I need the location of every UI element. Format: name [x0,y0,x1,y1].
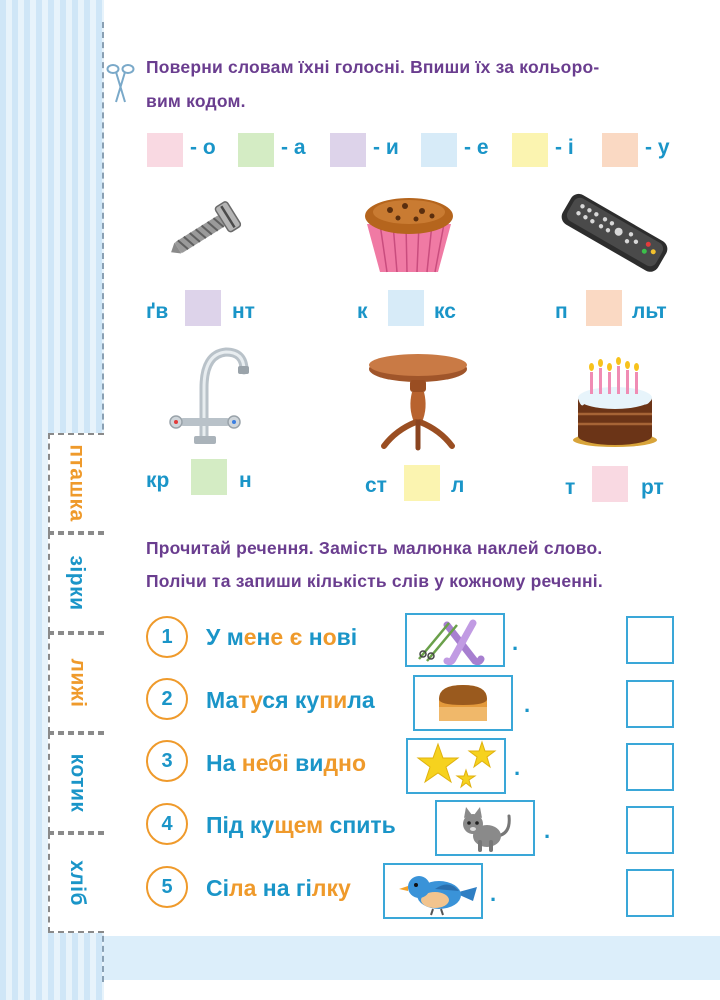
sentence-fragment: ту [238,687,263,713]
remote-control-picture [558,188,672,276]
sentence-fragment: щем [274,812,324,838]
sentence-text [206,687,375,714]
sentence-fragment: о [322,624,337,650]
sentence-fragment: ку [243,812,275,838]
sentence-fragment: н [302,624,323,650]
task2-instruction-line1: Прочитай речення. Замість малюнка наклей слово. [146,538,603,558]
cupcake-picture [362,192,456,274]
sticker-slot[interactable] [406,738,506,794]
word6-prefix: т [565,476,576,499]
sentence-fragment: небі [235,750,289,776]
key-swatch-o [147,133,183,167]
sentence-fragment: є [283,624,303,650]
sentence-number: 5 [146,866,188,908]
task1-instruction-line1: Поверни словам їхні голосні. Впиши їх за кольоро- [146,57,600,77]
bird-picture [385,865,481,917]
key-swatch-i [512,133,548,167]
sentence-fragment: н [256,624,271,650]
sticker-tab-kitten-word[interactable] [48,733,104,833]
word5-vowel-box[interactable] [404,465,440,501]
sentence-fragment: е [270,624,284,650]
sentence-number: 2 [146,678,188,720]
cake-picture [568,352,662,448]
word-count-box[interactable] [626,806,674,854]
key-swatch-u [602,133,638,167]
word4-vowel-box[interactable] [191,459,227,495]
sentence-fragment: пи [319,687,348,713]
skis-picture [407,615,503,665]
sentence-fragment: На [206,750,236,776]
table-picture [366,352,470,452]
word-count-box[interactable] [626,743,674,791]
sentence-fragment: Ма [206,687,239,713]
kitten-picture [437,802,533,854]
word4-suffix: н [239,469,252,492]
word1-prefix: ґв [146,300,169,323]
sentence-fragment: У [206,624,221,650]
word3-prefix: п [555,300,568,323]
sticker-word: котик [66,753,89,813]
sticker-word: зірки [66,555,89,611]
word5-suffix: л [451,474,465,497]
stars-picture [408,740,504,792]
water-tap-picture [164,340,250,446]
sentence-text [206,812,396,839]
sentence-fragment: ла [229,875,257,901]
key-label-u: - у [645,136,670,159]
word6-suffix: рт [641,476,664,499]
word5-prefix: ст [365,474,387,497]
word3-vowel-box[interactable] [586,290,622,326]
key-label-e: - е [464,136,489,159]
word3-suffix: льт [632,300,667,323]
key-swatch-a [238,133,274,167]
word-count-box[interactable] [626,616,674,664]
bread-picture [415,677,511,729]
sentence-fragment: дно [323,750,366,776]
sticker-word: пташка [66,444,89,522]
sentence-text [206,875,351,902]
word2-vowel-box[interactable] [388,290,424,326]
word6-vowel-box[interactable] [592,466,628,502]
task2-instruction-line2: Полічи та запиши кількість слів у кожному реченні. [146,571,603,591]
key-label-i: - і [555,136,574,159]
sentence-dot: . [512,630,519,655]
task1-instruction-line2: вим кодом. [146,91,246,111]
sticker-slot[interactable] [383,863,483,919]
sticker-slot[interactable] [405,613,505,667]
word1-vowel-box[interactable] [185,290,221,326]
sentence-fragment: ку [288,687,320,713]
sentence-dot: . [490,881,497,906]
sticker-tab-skis-word[interactable] [48,633,104,733]
sentence-number: 4 [146,803,188,845]
sticker-tab-bird-word[interactable] [48,433,104,533]
sentence-fragment: ла [347,687,375,713]
sticker-tab-stars-word[interactable] [48,533,104,633]
key-label-a: - а [281,136,306,159]
scissors-icon [103,58,137,108]
key-swatch-y [330,133,366,167]
sentence-text [206,750,366,777]
sentence-dot: . [514,755,521,780]
sentence-fragment: лку [311,875,351,901]
word2-prefix: к [357,300,368,323]
sentence-dot: . [544,818,551,843]
sentence-fragment: ві [336,624,358,650]
screw-picture [164,192,254,264]
sentence-fragment: е [243,624,257,650]
sticker-tab-bread-word[interactable] [48,833,104,933]
sentence-fragment: Сі [206,875,229,901]
sentence-fragment: Під [206,812,244,838]
word4-prefix: кр [146,469,170,492]
bottom-band [104,936,720,980]
word-count-box[interactable] [626,680,674,728]
word2-suffix: кс [434,300,456,323]
sticker-word: лижі [65,658,89,708]
sentence-fragment: м [220,624,244,650]
sticker-slot[interactable] [435,800,535,856]
sentence-number: 1 [146,616,188,658]
sentence-fragment: ся [262,687,289,713]
sentence-fragment: гі [289,875,312,901]
sentence-fragment: спить [323,812,396,838]
sentence-number: 3 [146,740,188,782]
sentence-fragment: на [256,875,290,901]
word-count-box[interactable] [626,869,674,917]
key-label-o: - о [190,136,216,159]
sentence-text [206,624,357,651]
sticker-slot[interactable] [413,675,513,731]
sentence-fragment: ви [288,750,324,776]
key-label-y: - и [373,136,399,159]
key-swatch-e [421,133,457,167]
sentence-dot: . [524,692,531,717]
sticker-word: хліб [65,860,89,906]
word1-suffix: нт [232,300,255,323]
